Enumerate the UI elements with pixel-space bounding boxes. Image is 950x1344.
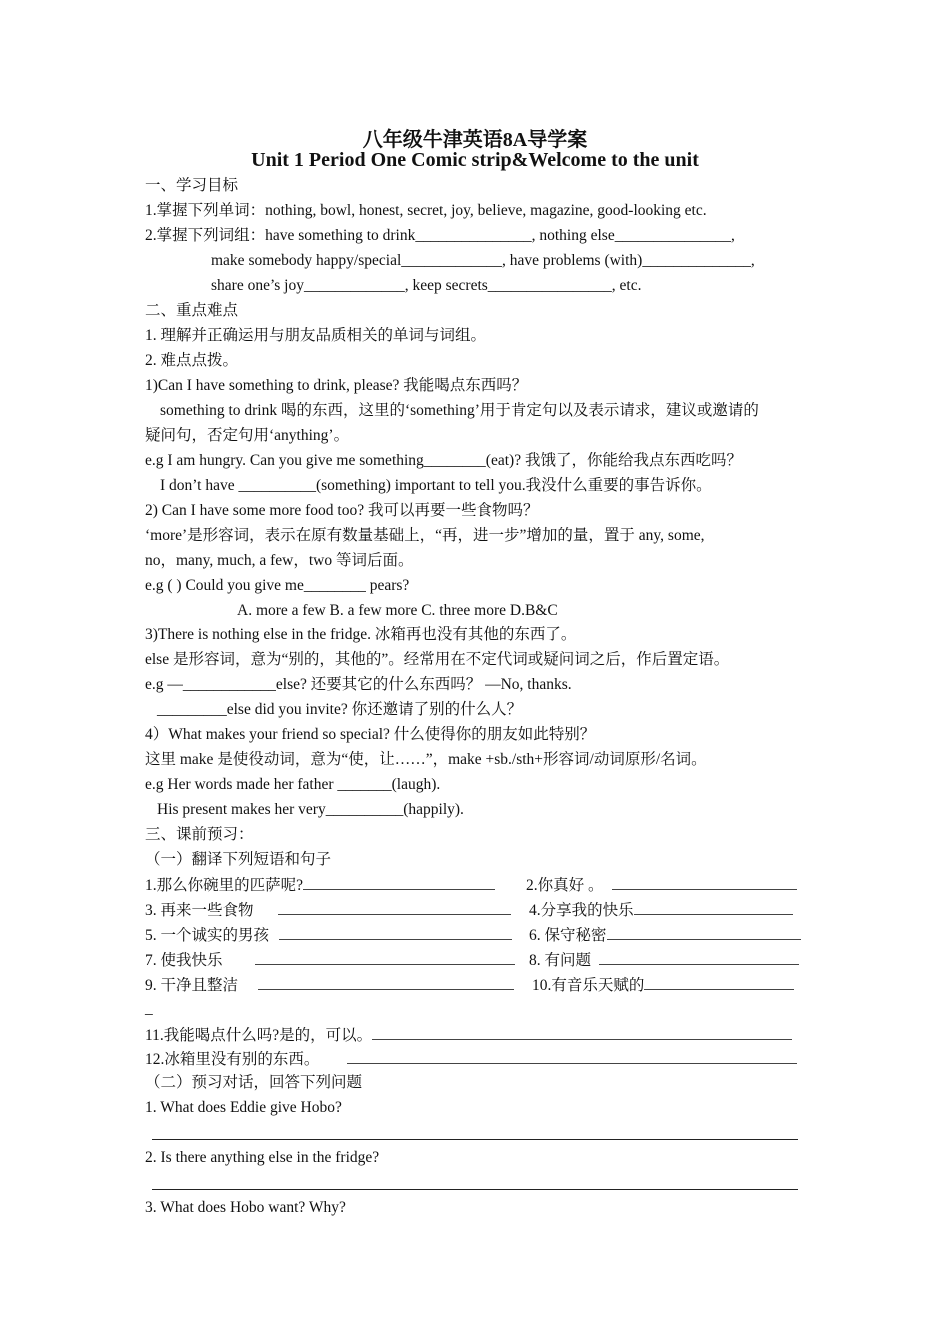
point-4-example-2: His present makes her very__________(happily). [157,801,464,818]
point-3-example-1: e.g —____________else? 还要其它的什么东西吗？ —No, thanks. [145,676,572,693]
page-subtitle: Unit 1 Period One Comic strip&Welcome to the unit [251,149,699,171]
point-1-explanation: something to drink 喝的东西，这里的‘something’用于肯定句以及表示请求，建议或邀请的 [160,402,759,419]
point-4-sentence: 4）What makes your friend so special? 什么使得你的朋友如此特别？ [145,726,596,743]
translate-item-12: 12.冰箱里没有别的东西。 [145,1048,797,1070]
answer-line-1[interactable] [152,1139,798,1140]
question-1: 1. What does Eddie give Hobo? [145,1099,342,1116]
point-2-explanation: ‘more’是形容词，表示在原有数量基础上，“再，进一步”增加的量，置于 any, some, [145,527,705,544]
section-heading-preview: 三、课前预习： [145,826,254,843]
key-point-1: 1. 理解并正确运用与朋友品质相关的单词与词组。 [145,327,487,344]
translate-item-11: 11.我能喝点什么吗?是的，可以。 [145,1024,792,1046]
translate-item-8: 8. 有问题 [529,949,799,971]
objective-phrases: 2.掌握下列词组：have something to drink_______________, nothing else_______________, [145,227,735,244]
translate-item-9: 9. 干净且整洁 [145,974,514,996]
point-1-explanation-cont: 疑问句，否定句用‘anything’。 [145,427,350,444]
answer-line[interactable] [612,874,797,890]
translate-item-3: 3. 再来一些食物 [145,899,511,921]
point-2-options: A. more a few B. a few more C. three more D.B&C [237,602,558,619]
translate-item-6: 6. 保守秘密 [529,924,801,946]
point-2-sentence: 2) Can I have some more food too? 我可以再要一些食物吗？ [145,502,539,519]
translate-item-7: 7. 使我快乐 [145,949,515,971]
answer-line-2[interactable] [152,1189,798,1190]
translate-item-2: 2.你真好 。 [526,874,797,896]
point-3-sentence: 3)There is nothing else in the fridge. 冰箱再也没有其他的东西了。 [145,626,577,643]
question-2: 2. Is there anything else in the fridge? [145,1149,380,1166]
key-point-2: 2. 难点点拨。 [145,352,239,369]
objective-phrases-cont-2: share one’s joy_____________, keep secrets________________, etc. [211,277,642,294]
point-2-explanation-cont: no，many, much, a few，two 等词后面。 [145,552,414,569]
point-1-example-2: I don’t have __________(something) important to tell you.我没什么重要的事告诉你。 [160,477,712,494]
preview-subheading-translate: （一）翻译下列短语和句子 [145,851,332,868]
answer-line[interactable] [347,1048,797,1064]
answer-line[interactable] [303,874,495,890]
answer-line[interactable] [278,899,511,915]
point-1-sentence: 1)Can I have something to drink, please? 我能喝点东西吗？ [145,377,528,394]
answer-line[interactable] [258,974,514,990]
section-heading-objectives: 一、学习目标 [145,177,239,194]
answer-line[interactable] [279,924,512,940]
point-4-example-1: e.g Her words made her father _______(laugh). [145,776,441,793]
preview-subheading-dialogue: （二）预习对话，回答下列问题 [145,1074,363,1091]
page-title: 八年级牛津英语8A导学案 [362,129,588,151]
section-heading-key-points: 二、重点难点 [145,302,239,319]
point-3-explanation: else 是形容词，意为“别的，其他的”。经常用在不定代词或疑问词之后，作后置定语。 [145,651,730,668]
answer-line[interactable] [372,1024,792,1040]
answer-line[interactable] [634,899,793,915]
translate-item-4: 4.分享我的快乐 [529,899,793,921]
answer-line[interactable] [599,949,799,965]
objective-words: 1.掌握下列单词：nothing, bowl, honest, secret, joy, believe, magazine, good-looking etc. [145,202,707,219]
answer-line[interactable] [644,974,794,990]
answer-line[interactable] [255,949,515,965]
translate-item-1: 1.那么你碗里的匹萨呢? [145,874,495,896]
point-4-explanation: 这里 make 是使役动词，意为“使，让……”，make +sb./sth+形容词/动词原形/名词。 [145,751,707,768]
question-3: 3. What does Hobo want? Why? [145,1199,346,1216]
stray-underscore: _ [145,1000,153,1017]
translate-item-5: 5. 一个诚实的男孩 [145,924,512,946]
objective-phrases-cont-1: make somebody happy/special_____________, have problems (with)______________, [211,252,755,269]
point-1-example-1: e.g I am hungry. Can you give me something________(eat)? 我饿了，你能给我点东西吃吗？ [145,452,742,469]
answer-line[interactable] [607,924,801,940]
point-3-example-2: _________else did you invite? 你还邀请了别的什么人？ [157,701,523,718]
point-2-example: e.g ( ) Could you give me________ pears? [145,577,410,594]
translate-item-10: 10.有音乐天赋的 [532,974,794,996]
